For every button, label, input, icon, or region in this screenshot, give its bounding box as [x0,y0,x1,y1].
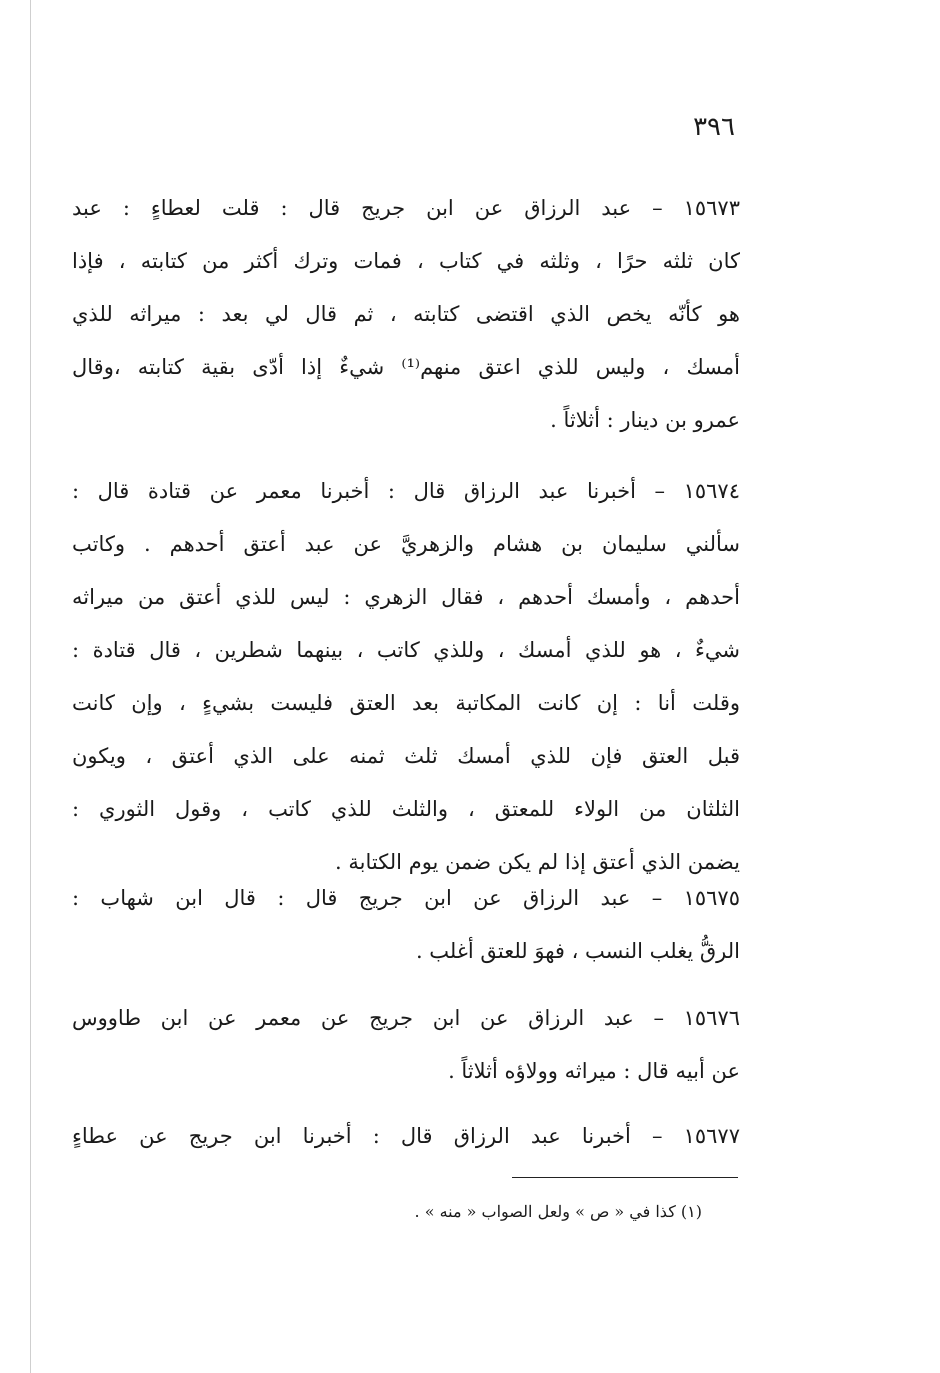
paragraph-15677 [72,1110,740,1163]
paragraph-line: ١٥٦٧٥ – عبد الرزاق عن ابن جريج قال : قال ابن شهاب : [72,886,740,910]
paragraph-15675 [72,872,740,978]
paragraph-line: ١٥٦٧٤ – أخبرنا عبد الرزاق قال : أخبرنا معمر عن قتادة قال : [72,479,740,503]
paragraph-line: الرقُّ يغلب النسب ، فهوَ للعتق أغلب . [415,939,740,963]
footnote: (١) كذا في « ص » ولعل الصواب « منه » . [414,1202,702,1221]
paragraph-line: أمسك ، وليس للذي اعتق منهم⁽¹⁾ شيءٌ إذا أدّى بقية كتابته ،وقال [72,355,740,379]
paragraph-line: هو كأنّه يخص الذي اقتضى كتابته ، ثم قال لي بعد : ميراثه للذي [72,302,740,326]
paragraph-line: وقلت أنا : إن كانت المكاتبة بعد العتق فليست بشيءٍ ، وإن كانت [72,691,740,715]
paragraph-line: الثلثان من الولاء للمعتق ، والثلث للذي كاتب ، وقول الثوري : [72,797,740,821]
paragraph-line: ١٥٦٧٣ – عبد الرزاق عن ابن جريج قال : قلت لعطاءٍ : عبد [72,196,740,220]
paragraph-15674 [72,465,740,889]
paragraph-line: شيءٌ ، هو للذي أمسك ، وللذي كاتب ، بينهما شطرين ، قال قتادة : [72,638,740,662]
paragraph-line: عمرو بن دينار : أثلاثاً . [550,408,740,432]
paragraph-line: يضمن الذي أعتق إذا لم يكن ضمن يوم الكتابة . [335,850,740,874]
paragraph-line: ١٥٦٧٦ – عبد الرزاق عن ابن جريج عن معمر عن ابن طاووس [72,1006,741,1030]
paragraph-line: سألني سليمان بن هشام والزهريَّ عن عبد أعتق أحدهم . وكاتب [72,532,740,556]
paragraph-line: عن أبيه قال : ميراثه وولاؤه أثلاثاً . [448,1059,740,1083]
paragraph-15673 [72,182,740,447]
footnote-divider [512,1177,738,1178]
paragraph-line: قبل العتق فإن للذي أمسك ثلث ثمنه على الذي أعتق ، ويكون [72,744,740,768]
paragraph-line: أحدهم ، وأمسك أحدهم ، فقال الزهري : ليس للذي أعتق من ميراثه [72,585,740,609]
paragraph-15676 [72,992,740,1098]
paragraph-line: كان ثلثه حرًا ، وثلثه في كتاب ، فمات وترك أكثر من كتابته ، فإذا [72,249,740,273]
paragraph-line: ١٥٦٧٧ – أخبرنا عبد الرزاق قال : أخبرنا ابن جريج عن عطاءٍ [72,1124,740,1148]
scan-edge-line [30,0,31,1373]
page-number: ٣٩٦ [693,112,735,142]
